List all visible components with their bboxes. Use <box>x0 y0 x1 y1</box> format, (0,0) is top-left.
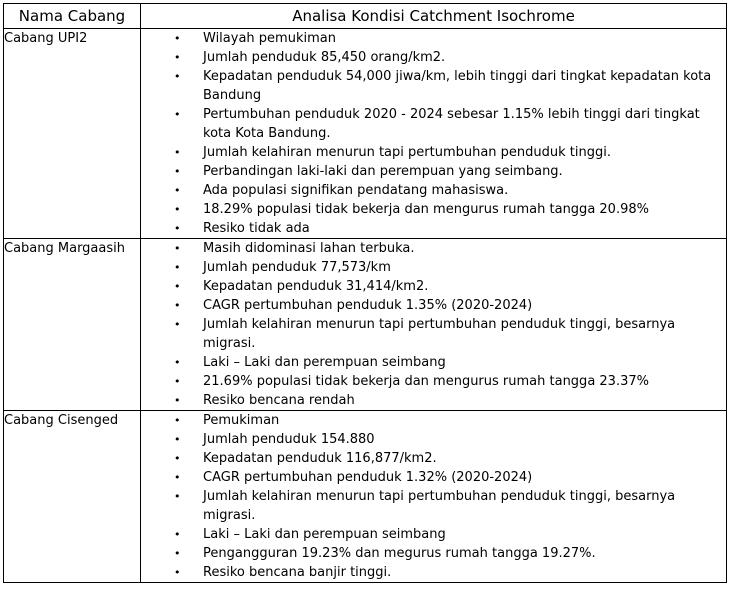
branch-name-cell: Cabang Cisenged <box>4 411 141 583</box>
catchment-analysis-table <box>3 3 727 583</box>
analysis-bullet-item: • Resiko bencana rendah <box>141 391 726 410</box>
table-body <box>4 29 727 583</box>
analysis-bullet-item: • Laki – Laki dan perempuan seimbang <box>141 525 726 544</box>
analysis-bullet-item: • 18.29% populasi tidak bekerja dan mengurus rumah tangga 20.98% <box>141 200 726 219</box>
analysis-cell <box>141 239 727 411</box>
analysis-bullet-item: • Kepadatan penduduk 31,414/km2. <box>141 277 726 296</box>
analysis-bullet-item: • Jumlah penduduk 77,573/km <box>141 258 726 277</box>
analysis-bullet-item: • Ada populasi signifikan pendatang mahasiswa. <box>141 181 726 200</box>
analysis-bullet-item: • Wilayah pemukiman <box>141 29 726 48</box>
table-row <box>4 239 727 411</box>
analysis-bullet-list <box>141 239 726 410</box>
analysis-bullet-item: • 21.69% populasi tidak bekerja dan mengurus rumah tangga 23.37% <box>141 372 726 391</box>
branch-name-cell: Cabang UPI2 <box>4 29 141 239</box>
analysis-bullet-list <box>141 29 726 238</box>
analysis-bullet-item: • Perbandingan laki-laki dan perempuan yang seimbang. <box>141 162 726 181</box>
analysis-bullet-item: • Jumlah kelahiran menurun tapi pertumbuhan penduduk tinggi, besarnya migrasi. <box>141 487 726 525</box>
analysis-bullet-list <box>141 411 726 582</box>
analysis-cell <box>141 411 727 583</box>
table-row <box>4 29 727 239</box>
analysis-bullet-item: • Resiko bencana banjir tinggi. <box>141 563 726 582</box>
analysis-bullet-item: • Resiko tidak ada <box>141 219 726 238</box>
table-row <box>4 411 727 583</box>
analysis-bullet-item: • Jumlah penduduk 154.880 <box>141 430 726 449</box>
header-analysis: Analisa Kondisi Catchment Isochrome <box>141 4 727 29</box>
header-branch-name: Nama Cabang <box>4 4 141 29</box>
analysis-bullet-item: • Laki – Laki dan perempuan seimbang <box>141 353 726 372</box>
branch-name-cell: Cabang Margaasih <box>4 239 141 411</box>
analysis-bullet-item: • Masih didominasi lahan terbuka. <box>141 239 726 258</box>
analysis-bullet-item: • Kepadatan penduduk 54,000 jiwa/km, lebih tinggi dari tingkat kepadatan kota Bandung <box>141 67 726 105</box>
analysis-bullet-item: • Pemukiman <box>141 411 726 430</box>
analysis-bullet-item: • Kepadatan penduduk 116,877/km2. <box>141 449 726 468</box>
analysis-bullet-item: • Jumlah penduduk 85,450 orang/km2. <box>141 48 726 67</box>
analysis-bullet-item: • Pengangguran 19.23% dan megurus rumah tangga 19.27%. <box>141 544 726 563</box>
analysis-bullet-item: • Pertumbuhan penduduk 2020 - 2024 sebesar 1.15% lebih tinggi dari tingkat kota Kota Bandung. <box>141 105 726 143</box>
analysis-bullet-item: • Jumlah kelahiran menurun tapi pertumbuhan penduduk tinggi. <box>141 143 726 162</box>
analysis-bullet-item: • CAGR pertumbuhan penduduk 1.35% (2020-2024) <box>141 296 726 315</box>
header-row <box>4 4 727 29</box>
analysis-cell <box>141 29 727 239</box>
analysis-bullet-item: • Jumlah kelahiran menurun tapi pertumbuhan penduduk tinggi, besarnya migrasi. <box>141 315 726 353</box>
analysis-bullet-item: • CAGR pertumbuhan penduduk 1.32% (2020-2024) <box>141 468 726 487</box>
